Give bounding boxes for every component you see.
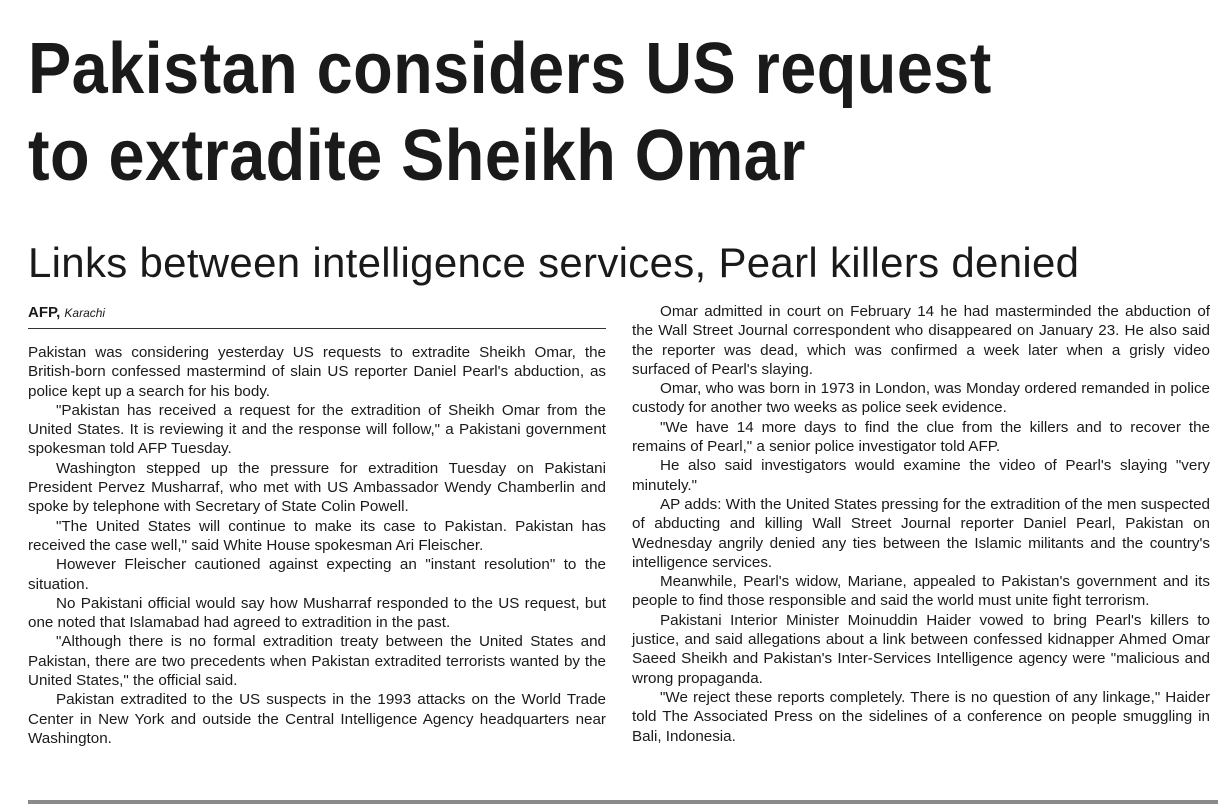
paragraph: No Pakistani official would say how Musharraf responded to the US request, but one noted that Islamabad had agreed to extradition in the past. bbox=[28, 594, 606, 632]
paragraph: Pakistani Interior Minister Moinuddin Haider vowed to bring Pearl's killers to justice, and said allegations about a link between confessed kidnapper Ahmed Omar Saeed Sheikh and Pakistan's Inter-Services Intelligence agency were "malicious and wrong propaganda. bbox=[632, 611, 1210, 687]
headline-line-1: Pakistan considers US request bbox=[28, 29, 992, 109]
paragraph: Pakistan extradited to the US suspects in the 1993 attacks on the World Trade Center in New York and outside the Central Intelligence Agency headquarters near Washington. bbox=[28, 691, 606, 747]
paragraph: Pakistan was considering yesterday US requests to extradite Sheikh Omar, the British-born confessed mastermind of slain US reporter Daniel Pearl's abduction, as police kept up a search for his body. bbox=[28, 344, 606, 400]
byline-place: Karachi bbox=[64, 306, 106, 320]
paragraph: "Although there is no formal extradition treaty between the United States and Pakistan, there are two precedents when Pakistan extradited terrorists wanted by the United States," the official said. bbox=[28, 633, 606, 690]
byline-divider bbox=[28, 328, 606, 329]
byline bbox=[28, 303, 105, 323]
paragraph: "We have 14 more days to find the clue from the killers and to recover the remains of Pearl," a senior police investigator told AFP. bbox=[632, 418, 1210, 456]
bottom-divider bbox=[28, 800, 1218, 804]
paragraph: "Pakistan has received a request for the extradition of Sheikh Omar from the United States. It is reviewing it and the response will follow," a Pakistani government spokesman told AFP Tuesday. bbox=[28, 401, 606, 458]
headline-line-2: to extradite Sheikh Omar bbox=[28, 116, 806, 196]
article-column-right bbox=[632, 302, 1210, 746]
article-column-left bbox=[28, 343, 606, 748]
subheadline: Links between intelligence services, Pearl killers denied bbox=[28, 239, 1080, 286]
byline-agency: AFP, bbox=[28, 304, 61, 321]
paragraph: Meanwhile, Pearl's widow, Mariane, appealed to Pakistan's government and its people to find those responsible and said the world must unite fight terrorism. bbox=[632, 573, 1210, 610]
paragraph: He also said investigators would examine the video of Pearl's slaying "very minutely." bbox=[632, 457, 1210, 494]
paragraph: Omar admitted in court on February 14 he had masterminded the abduction of the Wall Street Journal correspondent who disappeared on January 23. He also said the reporter was dead, which was confirmed a week later when a grisly video surfaced of Pearl's slaying. bbox=[632, 303, 1210, 378]
headline bbox=[28, 26, 1090, 200]
paragraph: AP adds: With the United States pressing for the extradition of the men suspected of abducting and killing Wall Street Journal reporter Daniel Pearl, Pakistan on Wednesday angrily denied any ties between the Islamic militants and the country's intelligence services. bbox=[632, 495, 1210, 571]
paragraph: However Fleischer cautioned against expecting an "instant resolution" to the situation. bbox=[28, 556, 606, 593]
paragraph: "We reject these reports completely. There is no question of any linkage," Haider told The Associated Press on the sidelines of a conference on people smuggling in Bali, Indonesia. bbox=[632, 688, 1210, 745]
paragraph: Omar, who was born in 1973 in London, was Monday ordered remanded in police custody for another two weeks as police seek evidence. bbox=[632, 380, 1210, 417]
paragraph: Washington stepped up the pressure for extradition Tuesday on Pakistani President Pervez Musharraf, who met with US Ambassador Wendy Chamberlin and spoke by telephone with Secretary of State Colin Powell. bbox=[28, 459, 606, 516]
paragraph: "The United States will continue to make its case to Pakistan. Pakistan has received the case well," said White House spokesman Ari Fleischer. bbox=[28, 517, 606, 554]
